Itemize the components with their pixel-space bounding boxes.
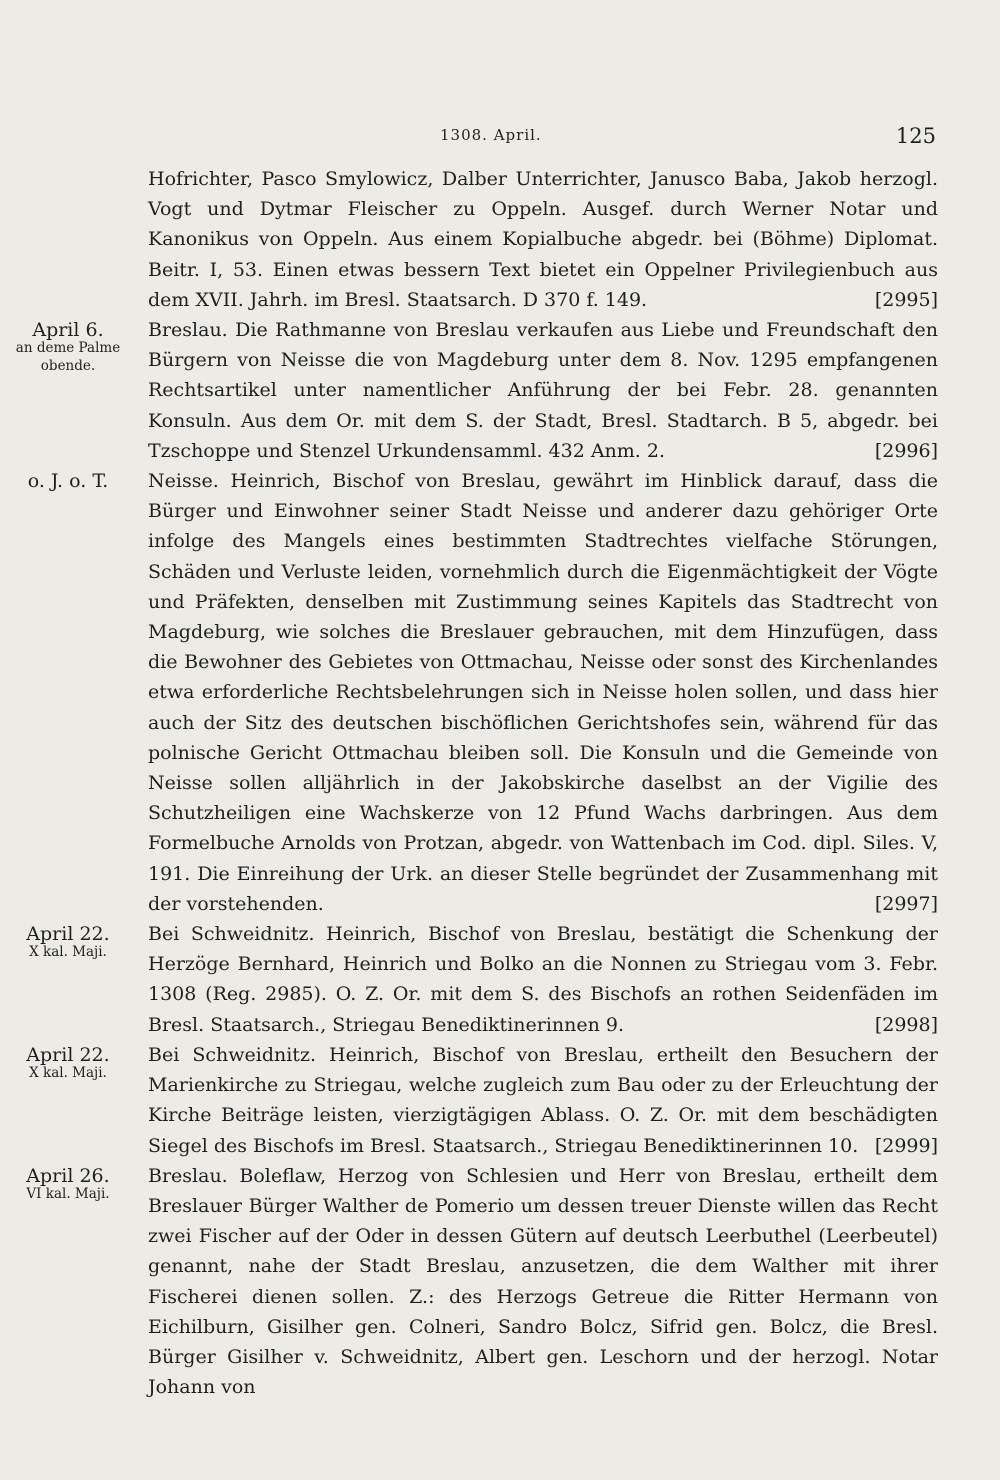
entry-text: Neisse. Heinrich, Bischof von Breslau, gewährt im Hinblick darauf, dass die Bürger und Einwohner seiner Stadt Neisse und anderer dazu gehöriger Orte infolge des Mangels eines bestimmten Stadtrechtes vielfache Störungen, Schäden und Verluste leiden, vornehmlich durch die Eigenmächtigkeit der Vögte und Präfekten, denselben mit Zustimmung seines Kapitels das Stadtrecht von Magdeburg, wie solches die Breslauer gebrauchen, mit dem Hinzufügen, dass die Bewohner des Gebietes von Ottmachau, Neisse oder sonst des Kirchenlandes etwa erforderliche Rechtsbelehrungen sich in Neisse holen sollen, und dass hier auch der Sitz des deutschen bischöflichen Gerichtshofes sein, während für das polnische Gericht Ottmachau bleiben soll. Die Konsuln und die Gemeinde von Neisse sollen alljährlich in der Jakobskirche daselbst an der Vigilie des Schutzheiligen eine Wachskerze von 12 Pfund Wachs darbringen. Aus dem Formelbuche Arnolds von Protzan, abgedr. von Wattenbach im Cod. dipl. Siles. V, 191. Die Einreihung der Urk. an dieser Stelle begründet der Zusammenhang mit der vorstehenden. [2997] — [148, 466, 938, 919]
entry-2998 — [26, 919, 938, 1040]
entry-date-note: X kal. Maji. — [29, 1064, 107, 1081]
entry-date: April 22. — [26, 923, 110, 946]
entry-text: Breslau. Boleflaw, Herzog von Schlesien und Herr von Breslau, ertheilt dem Breslauer Bürger Walther de Pomerio um dessen treuer Dienste willen das Recht zwei Fischer auf der Oder in dessen Gütern auf deutsch Leerbuthel (Leerbeutel) genannt, nahe der Stadt Breslau, anzusetzen, die dem Walther mit ihrer Fischerei dienen sollen. Z.: des Herzogs Getreue die Ritter Hermann von Eichilburn, Gisilher gen. Colneri, Sandro Bolcz, Sifrid gen. Bolcz, die Bresl. Bürger Gisilher v. Schweidnitz, Albert gen. Leschorn und der herzogl. Notar Johann von — [148, 1164, 938, 1399]
entry-3000 — [26, 1161, 938, 1403]
entry-2997 — [27, 466, 938, 919]
entry-text: Hofrichter, Pasco Smylowicz, Dalber Unterrichter, Janusco Baba, Jakob herzogl. Vogt und Dytmar Fleischer zu Oppeln. Ausgef. durch Werner Notar und Kanonikus von Oppeln. Aus einem Kopialbuche abgedr. bei (Böhme) Diplomat. Beitr. I, 53. Einen etwas bessern Text bietet ein Oppelner Privilegienbuch aus dem XVII. Jahrh. im Bresl. Staatsarch. D 370 f. 149. [2995] — [148, 164, 938, 315]
entry-2999 — [26, 1040, 938, 1161]
running-head — [0, 124, 1000, 148]
entry-ref: [2997] — [874, 892, 938, 915]
entry-date: April 26. — [26, 1164, 110, 1187]
running-head-title: 1308. April. — [440, 126, 542, 144]
entry-text: Bei Schweidnitz. Heinrich, Bischof von Breslau, ertheilt den Besuchern der Marienkirche zu Striegau, welche zugleich zum Bau oder zu der Erleuchtung der Kirche Beiträge leisten, vierzigtägigen Ablass. O. Z. Or. mit dem beschädigten Siegel des Bischofs im Bresl. Staatsarch., Striegau Benediktinerinnen 10. [2999] — [148, 1040, 938, 1161]
entry-2995 — [148, 164, 938, 315]
entry-text: Breslau. Die Rathmanne von Breslau verkaufen aus Liebe und Freundschaft den Bürgern von Neisse die von Magdeburg unter dem 8. Nov. 1295 empfangenen Rechtsartikel unter namentlicher Anführung der bei Febr. 28. genannten Konsuln. Aus dem Or. mit dem S. der Stadt, Bresl. Stadtarch. B 5, abgedr. bei Tzschoppe und Stenzel Urkundensamml. 432 Anm. 2. [2996] — [148, 315, 938, 466]
entry-date-note: an deme Palme obende. — [15, 340, 121, 375]
entry-ref: [2998] — [874, 1013, 938, 1036]
entry-ref: [2999] — [874, 1134, 938, 1157]
entry-date: April 22. — [26, 1043, 110, 1066]
page-number: 125 — [895, 124, 936, 148]
entry-date: o. J. o. T. — [27, 470, 109, 493]
entry-2996 — [15, 315, 938, 466]
entry-date-note: VI kal. Maji. — [26, 1185, 110, 1202]
entry-date-note: X kal. Maji. — [29, 944, 107, 961]
entry-ref: [2996] — [874, 439, 938, 462]
entry-text: Bei Schweidnitz. Heinrich, Bischof von Breslau, bestätigt die Schenkung der Herzöge Bernhard, Heinrich und Bolko an die Nonnen zu Striegau vom 3. Febr. 1308 (Reg. 2985). O. Z. Or. mit dem S. des Bischofs an rothen Seidenfäden im Bresl. Staatsarch., Striegau Benediktinerinnen 9. [2998] — [148, 919, 938, 1040]
regesta-body — [15, 164, 938, 1402]
entry-ref: [2995] — [874, 288, 938, 311]
entry-date: April 6. — [32, 319, 104, 342]
